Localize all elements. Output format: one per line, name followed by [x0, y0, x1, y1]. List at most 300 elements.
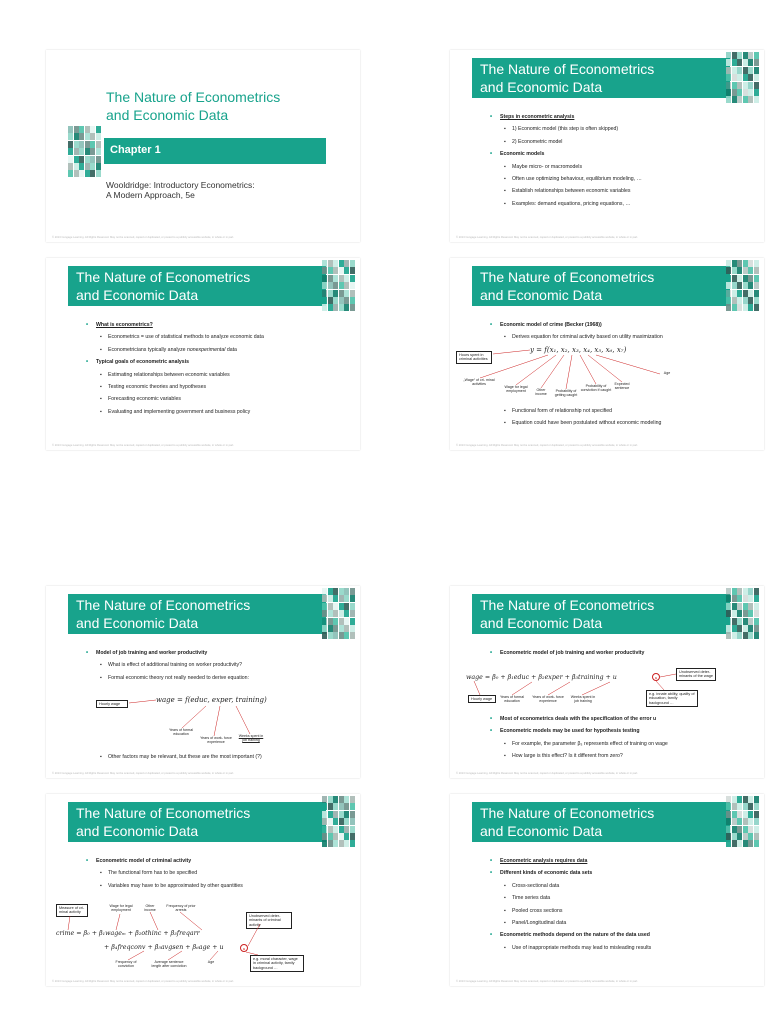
mosaic-tile [743, 74, 748, 81]
mosaic-tile [333, 803, 338, 810]
mosaic-tile [754, 96, 759, 103]
mosaic-tile [726, 625, 731, 632]
mosaic-tile [322, 304, 327, 311]
mosaic-tile [726, 89, 731, 96]
diagram-label: Other income [535, 388, 547, 397]
mosaic-tile [344, 290, 349, 297]
mosaic-tile [328, 588, 333, 595]
mosaic-tile [350, 260, 355, 267]
mosaic-tile [344, 632, 349, 639]
mosaic-tile [68, 148, 73, 155]
mosaic-tile [322, 796, 327, 803]
mosaic-tile [333, 595, 338, 602]
copyright-footer: © 2013 Cengage Learning. All Rights Reserved. May not be scanned, copied or duplicated, or posted to a publicly accessible website, in whole or in part. [52, 444, 235, 447]
mosaic-tile [743, 96, 748, 103]
title-line-1: The Nature of Econometrics [480, 269, 655, 285]
mosaic-tile [339, 826, 344, 833]
mosaic-tile [754, 52, 759, 59]
sub-bullet: ▪ Examples: demand equations, pricing equations, … [490, 201, 752, 207]
mosaic-tile [737, 603, 742, 610]
diagram-label: Years of formal education [499, 695, 525, 704]
mosaic-tile [79, 126, 84, 133]
mosaic-tile [737, 297, 742, 304]
mosaic-tile [732, 74, 737, 81]
copyright-footer: © 2013 Cengage Learning. All Rights Reserved. May not be scanned, copied or duplicated, or posted to a publicly accessible website, in whole or in part. [456, 236, 639, 239]
mosaic-tile [726, 588, 731, 595]
mosaic-tile [743, 625, 748, 632]
mosaic-tile [748, 74, 753, 81]
mosaic-tile [737, 595, 742, 602]
mosaic-tile [350, 588, 355, 595]
mosaic-tile [743, 803, 748, 810]
mosaic-tile [737, 632, 742, 639]
slide-title [106, 88, 336, 124]
mosaic-tile [732, 304, 737, 311]
mosaic-tile [328, 796, 333, 803]
mosaic-tile [748, 840, 753, 847]
sub-bullet: ▪ Use of inappropriate methods may lead to misleading results [490, 945, 752, 951]
mosaic-tile [350, 282, 355, 289]
mosaic-tile [748, 618, 753, 625]
mosaic-tile [743, 811, 748, 818]
mosaic-tile [748, 796, 753, 803]
mosaic-tile [328, 290, 333, 297]
mosaic-tile [754, 82, 759, 89]
mosaic-tile [339, 290, 344, 297]
mosaic-tile [732, 290, 737, 297]
title-line-1: The Nature of Econometrics [76, 805, 251, 821]
bullet: • Steps in econometric analysis [490, 114, 752, 120]
mosaic-tile [68, 156, 73, 163]
mosaic-tile [344, 833, 349, 840]
mosaic-tile [726, 282, 731, 289]
mosaic-tile [344, 260, 349, 267]
slide-title [76, 596, 316, 632]
chapter-band [104, 138, 326, 164]
mosaic-tile [726, 304, 731, 311]
mosaic-tile [339, 610, 344, 617]
mosaic-tile [79, 148, 84, 155]
mosaic-tile [328, 803, 333, 810]
diagram-label: Probability of getting caught [554, 389, 578, 398]
mosaic-tile [743, 59, 748, 66]
crime-econometric-equation-line-1: crime = β₀ + β₁wageₘ + β₂othinc + β₃freqarr [56, 930, 200, 937]
mosaic-tile [743, 67, 748, 74]
mosaic-tile [68, 170, 73, 177]
bullet: • Econometric model of criminal activity [86, 858, 348, 864]
sub-bullet: ▪ Panel/Longitudinal data [490, 920, 752, 926]
mosaic-tile [85, 133, 90, 140]
mosaic-tile [726, 818, 731, 825]
mosaic-tile [732, 811, 737, 818]
mosaic-tile [79, 141, 84, 148]
mosaic-tile [96, 156, 101, 163]
copyright-footer: © 2013 Cengage Learning. All Rights Reserved. May not be scanned, copied or duplicated, or posted to a publicly accessible website, in whole or in part. [52, 772, 235, 775]
mosaic-tile [328, 826, 333, 833]
mosaic-tile [748, 818, 753, 825]
mosaic-tile [726, 803, 731, 810]
mosaic-tile [90, 141, 95, 148]
sub-bullet: ▪ Estimating relationships between economic variables [86, 372, 348, 378]
mosaic-tile [344, 297, 349, 304]
mosaic-tile [748, 304, 753, 311]
mosaic-tile [333, 818, 338, 825]
slide-header [68, 802, 326, 842]
mosaic-tile [322, 833, 327, 840]
slide-2 [450, 50, 764, 242]
mosaic-tile [754, 796, 759, 803]
mosaic-tile [350, 304, 355, 311]
mosaic-tile [322, 290, 327, 297]
sub-bullet: ▪ 1) Economic model (this step is often skipped) [490, 126, 752, 132]
mosaic-tile [726, 67, 731, 74]
mosaic-tile [333, 811, 338, 818]
mosaic-tile [726, 96, 731, 103]
title-line-1: The Nature of Econometrics [76, 597, 251, 613]
mosaic-decoration [726, 796, 760, 848]
mosaic-tile [96, 148, 101, 155]
mosaic-tile [732, 297, 737, 304]
slide-3 [46, 258, 360, 450]
mosaic-tile [743, 595, 748, 602]
mosaic-tile [74, 156, 79, 163]
mosaic-tile [328, 260, 333, 267]
mosaic-tile [754, 290, 759, 297]
mosaic-tile [328, 603, 333, 610]
wage-econometric-equation: wage = β₀ + β₁educ + β₂exper + β₃training + u [466, 674, 617, 681]
mosaic-tile [743, 840, 748, 847]
mosaic-tile [328, 811, 333, 818]
sub-bullet: ▪ Establish relationships between economic variables [490, 188, 752, 194]
mosaic-tile [96, 163, 101, 170]
mosaic-tile [732, 833, 737, 840]
mosaic-tile [322, 588, 327, 595]
mosaic-tile [748, 826, 753, 833]
slide-header [472, 58, 730, 98]
mosaic-tile [726, 297, 731, 304]
crime-econometric-equation-line-2: + β₄freqconv + β₅avgsen + β₆age + u [104, 944, 224, 951]
mosaic-tile [74, 170, 79, 177]
mosaic-decoration [726, 52, 760, 104]
mosaic-tile [754, 74, 759, 81]
mosaic-tile [339, 603, 344, 610]
diagram-label: Age [207, 960, 215, 964]
mosaic-tile [732, 52, 737, 59]
mosaic-tile [350, 595, 355, 602]
mosaic-tile [748, 632, 753, 639]
bullet: • Econometric methods depend on the nature of the data used [490, 932, 752, 938]
mosaic-tile [743, 267, 748, 274]
mosaic-tile [74, 133, 79, 140]
mosaic-tile [339, 625, 344, 632]
mosaic-tile [85, 170, 90, 177]
mosaic-tile [333, 833, 338, 840]
diagram-label: Average sentence length after conviction [151, 960, 187, 969]
mosaic-tile [737, 89, 742, 96]
copyright-footer: © 2013 Cengage Learning. All Rights Reserved. May not be scanned, copied or duplicated, or posted to a publicly accessible website, in whole or in part. [456, 444, 639, 447]
mosaic-decoration [68, 126, 104, 174]
mosaic-tile [90, 170, 95, 177]
bullet: • Econometric models may be used for hypothesis testing [490, 728, 752, 734]
mosaic-tile [328, 625, 333, 632]
slide-8 [450, 794, 764, 986]
book-line-1: Wooldridge: Introductory Econometrics: [106, 180, 255, 190]
title-line-1: The Nature of Econometrics [480, 805, 655, 821]
mosaic-tile [754, 632, 759, 639]
slide-title [480, 268, 720, 304]
mosaic-tile [350, 610, 355, 617]
mosaic-tile [726, 59, 731, 66]
diagram-label: Other income [144, 904, 156, 913]
mosaic-tile [737, 826, 742, 833]
mosaic-tile [333, 618, 338, 625]
sub-bullet: ▪ Equation could have been postulated without economic modeling [490, 420, 752, 426]
mosaic-tile [333, 588, 338, 595]
mosaic-tile [726, 826, 731, 833]
mosaic-tile [748, 603, 753, 610]
mosaic-tile [737, 282, 742, 289]
mosaic-tile [737, 840, 742, 847]
diagram-label: Wage for legal employment [109, 904, 133, 913]
mosaic-tile [726, 618, 731, 625]
mosaic-tile [339, 811, 344, 818]
mosaic-tile [754, 89, 759, 96]
mosaic-tile [737, 67, 742, 74]
mosaic-tile [732, 796, 737, 803]
mosaic-tile [74, 148, 79, 155]
mosaic-tile [754, 818, 759, 825]
mosaic-tile [68, 141, 73, 148]
slide-5 [46, 586, 360, 778]
mosaic-tile [754, 297, 759, 304]
mosaic-tile [322, 275, 327, 282]
mosaic-tile [350, 267, 355, 274]
title-line-2: and Economic Data [480, 79, 603, 95]
mosaic-tile [748, 275, 753, 282]
slide-content-2 [490, 408, 752, 427]
mosaic-tile [726, 796, 731, 803]
mosaic-tile [743, 833, 748, 840]
mosaic-tile [732, 89, 737, 96]
mosaic-tile [344, 275, 349, 282]
mosaic-tile [748, 588, 753, 595]
mosaic-tile [754, 833, 759, 840]
sub-bullet: ▪ Econometricians typically analyze nonexperimental data [86, 347, 348, 353]
book-line-2: A Modern Approach, 5e [106, 190, 195, 200]
bullet: • Typical goals of econometric analysis [86, 359, 348, 365]
mosaic-tile [333, 603, 338, 610]
mosaic-tile [333, 267, 338, 274]
mosaic-tile [737, 811, 742, 818]
mosaic-tile [339, 803, 344, 810]
mosaic-tile [737, 833, 742, 840]
diagram-label: Years of formal education [168, 728, 194, 737]
slide-header [68, 594, 326, 634]
mosaic-tile [90, 126, 95, 133]
mosaic-tile [328, 833, 333, 840]
mosaic-tile [328, 618, 333, 625]
mosaic-tile [748, 260, 753, 267]
mosaic-tile [339, 595, 344, 602]
mosaic-tile [743, 610, 748, 617]
mosaic-decoration [726, 588, 760, 640]
title-line-1: The Nature of Econometrics [106, 89, 281, 105]
label-box: Hours spent in criminal activities [456, 351, 492, 364]
mosaic-tile [350, 290, 355, 297]
mosaic-tile [339, 304, 344, 311]
mosaic-tile [743, 618, 748, 625]
diagram-label: Weeks spent in job training [570, 695, 596, 704]
mosaic-tile [737, 818, 742, 825]
mosaic-tile [339, 818, 344, 825]
slide-7 [46, 794, 360, 986]
mosaic-tile [350, 833, 355, 840]
mosaic-decoration [322, 260, 356, 312]
diagram-label: Expected sentence [614, 382, 630, 391]
mosaic-tile [743, 603, 748, 610]
slide-content [86, 646, 348, 681]
slide-title [480, 596, 720, 632]
mosaic-tile [339, 796, 344, 803]
mosaic-tile [322, 297, 327, 304]
sub-bullet: ▪ Forecasting economic variables [86, 396, 348, 402]
mosaic-tile [339, 267, 344, 274]
mosaic-tile [322, 267, 327, 274]
mosaic-tile [748, 803, 753, 810]
slide-header [472, 594, 730, 634]
mosaic-tile [743, 275, 748, 282]
mosaic-tile [754, 275, 759, 282]
mosaic-tile [748, 82, 753, 89]
mosaic-tile [322, 818, 327, 825]
mosaic-tile [333, 625, 338, 632]
mosaic-tile [743, 826, 748, 833]
mosaic-tile [754, 625, 759, 632]
mosaic-tile [350, 297, 355, 304]
mosaic-tile [333, 290, 338, 297]
crime-equation: y = f(x₁, x₂, x₃, x₄, x₅, x₆, x₇) [530, 346, 627, 354]
mosaic-tile [726, 275, 731, 282]
slide-header [472, 266, 730, 306]
label-box: Hourly wage [468, 695, 496, 703]
wage-equation: wage = f(educ, exper, training) [156, 696, 267, 704]
mosaic-tile [737, 96, 742, 103]
mosaic-tile [726, 82, 731, 89]
mosaic-tile [350, 840, 355, 847]
bullet: • Different kinds of economic data sets [490, 870, 752, 876]
label-box: Unobserved deter- minants of the wage [676, 668, 716, 681]
sub-bullet: ▪ Maybe micro- or macromodels [490, 164, 752, 170]
bullet: • What is econometrics? [86, 322, 348, 328]
slide-header [68, 266, 326, 306]
mosaic-tile [754, 67, 759, 74]
mosaic-tile [754, 267, 759, 274]
mosaic-tile [344, 625, 349, 632]
mosaic-tile [748, 267, 753, 274]
mosaic-tile [350, 811, 355, 818]
mosaic-tile [726, 632, 731, 639]
mosaic-tile [748, 59, 753, 66]
mosaic-tile [754, 803, 759, 810]
mosaic-tile [339, 297, 344, 304]
mosaic-tile [726, 595, 731, 602]
mosaic-tile [328, 304, 333, 311]
slide-4 [450, 258, 764, 450]
label-box: Hourly wage [96, 700, 128, 708]
mosaic-tile [726, 811, 731, 818]
mosaic-tile [743, 304, 748, 311]
chapter-label: Chapter 1 [110, 144, 161, 156]
mosaic-tile [748, 595, 753, 602]
mosaic-tile [350, 796, 355, 803]
mosaic-tile [322, 625, 327, 632]
slide-content [490, 318, 752, 341]
mosaic-tile [743, 89, 748, 96]
bullet: • Econometric analysis requires data [490, 858, 752, 864]
sub-bullet: ▪ For example, the parameter β₃ represents effect of training on wage [490, 741, 752, 747]
mosaic-tile [726, 260, 731, 267]
mosaic-tile [350, 826, 355, 833]
mosaic-tile [754, 59, 759, 66]
mosaic-tile [328, 818, 333, 825]
diagram-label: Wage for legal employment [504, 385, 528, 394]
mosaic-tile [322, 811, 327, 818]
mosaic-tile [737, 290, 742, 297]
mosaic-tile [754, 826, 759, 833]
mosaic-tile [333, 260, 338, 267]
mosaic-tile [748, 67, 753, 74]
copyright-footer: © 2013 Cengage Learning. All Rights Reserved. May not be scanned, copied or duplicated, or posted to a publicly accessible website, in whole or in part. [456, 772, 639, 775]
sub-bullet: ▪ Evaluating and implementing government and business policy [86, 409, 348, 415]
mosaic-tile [732, 588, 737, 595]
mosaic-tile [754, 282, 759, 289]
slide-6 [450, 586, 764, 778]
mosaic-tile [333, 297, 338, 304]
copyright-footer: © 2013 Cengage Learning. All Rights Reserved. May not be scanned, copied or duplicated, or posted to a publicly accessible website, in whole or in part. [456, 980, 639, 983]
mosaic-tile [726, 52, 731, 59]
mosaic-tile [748, 52, 753, 59]
mosaic-tile [743, 82, 748, 89]
mosaic-tile [732, 260, 737, 267]
mosaic-tile [748, 610, 753, 617]
mosaic-tile [344, 588, 349, 595]
title-line-1: The Nature of Econometrics [480, 61, 655, 77]
mosaic-tile [96, 170, 101, 177]
slide-title [480, 60, 720, 96]
slide-content [490, 646, 752, 656]
label-box: Measure of cri- minal activity [56, 904, 88, 917]
mosaic-tile [743, 796, 748, 803]
mosaic-tile [344, 610, 349, 617]
mosaic-tile [344, 840, 349, 847]
mosaic-tile [333, 632, 338, 639]
title-line-1: The Nature of Econometrics [76, 269, 251, 285]
title-line-2: and Economic Data [480, 287, 603, 303]
mosaic-tile [74, 126, 79, 133]
slide-content-2 [86, 754, 348, 760]
slide-content [86, 318, 348, 415]
label-box: Unobserved deter- minants of criminal activity [246, 912, 292, 929]
sub-bullet: ▪ How large is this effect? Is it different from zero? [490, 753, 752, 759]
mosaic-tile [322, 840, 327, 847]
mosaic-tile [748, 290, 753, 297]
mosaic-tile [726, 267, 731, 274]
diagram-label: Years of work- force experience [532, 695, 564, 704]
mosaic-tile [743, 297, 748, 304]
mosaic-tile [350, 632, 355, 639]
mosaic-tile [344, 282, 349, 289]
mosaic-tile [328, 282, 333, 289]
